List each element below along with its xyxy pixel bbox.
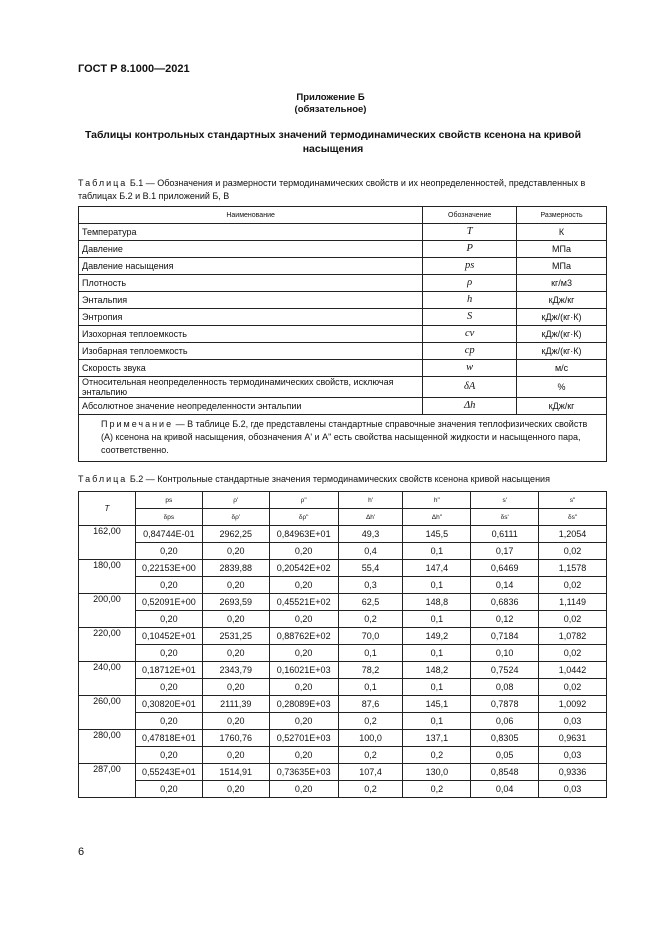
value-cell: 100,0 xyxy=(338,730,403,747)
property-symbol: ρ xyxy=(423,275,517,292)
value-cell: 2531,25 xyxy=(202,628,269,645)
uncertainty-cell: 0,20 xyxy=(135,577,202,594)
temperature-value: 280,00 xyxy=(79,730,136,764)
value-cell: 0,52701E+03 xyxy=(269,730,338,747)
uncertainty-cell: 0,20 xyxy=(135,781,202,798)
uncertainty-row xyxy=(79,645,607,662)
value-cell: 0,8548 xyxy=(471,764,539,781)
standard-header: ГОСТ Р 8.1000—2021 xyxy=(78,63,190,75)
property-unit: % xyxy=(517,377,607,398)
value-cell: 0,6836 xyxy=(471,594,539,611)
uncertainty-cell: 0,1 xyxy=(403,543,471,560)
table-row xyxy=(79,377,607,398)
column-header: ps xyxy=(135,492,202,509)
value-cell: 130,0 xyxy=(403,764,471,781)
table-row xyxy=(79,560,607,577)
uncertainty-cell: 0,20 xyxy=(135,713,202,730)
table2-caption xyxy=(78,473,618,486)
property-unit: кДж/(кг·К) xyxy=(517,326,607,343)
uncertainty-header: δρ' xyxy=(202,509,269,526)
uncertainty-cell: 0,2 xyxy=(403,747,471,764)
property-name: Энтальпия xyxy=(79,292,423,309)
value-cell: 87,6 xyxy=(338,696,403,713)
temperature-value: 180,00 xyxy=(79,560,136,594)
table-row xyxy=(79,343,607,360)
value-cell: 0,9336 xyxy=(539,764,607,781)
property-symbol: w xyxy=(423,360,517,377)
value-cell: 0,22153E+00 xyxy=(135,560,202,577)
table-row xyxy=(79,696,607,713)
uncertainty-cell: 0,2 xyxy=(338,611,403,628)
uncertainty-header: δρ" xyxy=(269,509,338,526)
value-cell: 0,88762E+02 xyxy=(269,628,338,645)
column-header: s' xyxy=(471,492,539,509)
uncertainty-cell: 0,20 xyxy=(202,747,269,764)
table1-caption xyxy=(78,177,598,203)
uncertainty-header: δps xyxy=(135,509,202,526)
uncertainty-row xyxy=(79,747,607,764)
table2-header-row-values xyxy=(79,492,607,509)
uncertainty-cell: 0,20 xyxy=(135,645,202,662)
value-cell: 0,20542E+02 xyxy=(269,560,338,577)
value-cell: 0,6469 xyxy=(471,560,539,577)
table-row xyxy=(79,730,607,747)
value-cell: 55,4 xyxy=(338,560,403,577)
table1-header-name: Наименование xyxy=(79,207,423,224)
value-cell: 0,16021E+03 xyxy=(269,662,338,679)
value-cell: 2962,25 xyxy=(202,526,269,543)
value-cell: 2693,59 xyxy=(202,594,269,611)
table-row xyxy=(79,594,607,611)
uncertainty-cell: 0,2 xyxy=(338,713,403,730)
property-name: Давление xyxy=(79,241,423,258)
uncertainty-cell: 0,20 xyxy=(269,577,338,594)
uncertainty-cell: 0,1 xyxy=(403,713,471,730)
value-cell: 0,84963E+01 xyxy=(269,526,338,543)
value-cell: 2111,39 xyxy=(202,696,269,713)
value-cell: 0,73635E+03 xyxy=(269,764,338,781)
uncertainty-cell: 0,20 xyxy=(202,611,269,628)
value-cell: 1,0442 xyxy=(539,662,607,679)
property-symbol: P xyxy=(423,241,517,258)
value-cell: 0,8305 xyxy=(471,730,539,747)
value-cell: 0,55243E+01 xyxy=(135,764,202,781)
property-unit: м/с xyxy=(517,360,607,377)
temperature-header: T xyxy=(79,492,136,526)
value-cell: 1514,91 xyxy=(202,764,269,781)
uncertainty-cell: 0,2 xyxy=(338,747,403,764)
property-symbol: S xyxy=(423,309,517,326)
value-cell: 0,30820E+01 xyxy=(135,696,202,713)
value-cell: 107,4 xyxy=(338,764,403,781)
value-cell: 0,45521E+02 xyxy=(269,594,338,611)
value-cell: 0,7184 xyxy=(471,628,539,645)
uncertainty-cell: 0,20 xyxy=(135,747,202,764)
uncertainty-cell: 0,1 xyxy=(403,577,471,594)
page-number: 6 xyxy=(78,846,85,858)
appendix-title: Приложение Б xyxy=(296,92,365,103)
property-unit: МПа xyxy=(517,258,607,275)
uncertainty-header: Δh' xyxy=(338,509,403,526)
table1-header-symbol: Обозначение xyxy=(423,207,517,224)
property-name: Изобарная теплоемкость xyxy=(79,343,423,360)
uncertainty-cell: 0,14 xyxy=(471,577,539,594)
uncertainty-cell: 0,03 xyxy=(539,781,607,798)
uncertainty-cell: 0,10 xyxy=(471,645,539,662)
column-header: ρ' xyxy=(202,492,269,509)
uncertainty-row xyxy=(79,713,607,730)
value-cell: 149,2 xyxy=(403,628,471,645)
property-symbol: T xyxy=(423,224,517,241)
property-name: Плотность xyxy=(79,275,423,292)
value-cell: 1,1149 xyxy=(539,594,607,611)
value-cell: 0,28089E+03 xyxy=(269,696,338,713)
value-cell: 2343,79 xyxy=(202,662,269,679)
uncertainty-cell: 0,20 xyxy=(202,543,269,560)
temperature-value: 220,00 xyxy=(79,628,136,662)
property-unit: К xyxy=(517,224,607,241)
property-symbol: cp xyxy=(423,343,517,360)
temperature-value: 162,00 xyxy=(79,526,136,560)
table2-caption-label: Таблица xyxy=(78,474,128,484)
property-name: Температура xyxy=(79,224,423,241)
table1-note xyxy=(79,415,607,462)
designations-table xyxy=(78,206,607,462)
uncertainty-cell: 0,1 xyxy=(403,611,471,628)
uncertainty-cell: 0,03 xyxy=(539,747,607,764)
property-unit: кДж/кг xyxy=(517,292,607,309)
uncertainty-row xyxy=(79,543,607,560)
value-cell: 2839,88 xyxy=(202,560,269,577)
value-cell: 148,8 xyxy=(403,594,471,611)
value-cell: 1,1578 xyxy=(539,560,607,577)
temperature-value: 260,00 xyxy=(79,696,136,730)
value-cell: 1,0782 xyxy=(539,628,607,645)
column-header: h' xyxy=(338,492,403,509)
value-cell: 0,7524 xyxy=(471,662,539,679)
table-row xyxy=(79,258,607,275)
table-row xyxy=(79,241,607,258)
table-row xyxy=(79,398,607,415)
table-row xyxy=(79,628,607,645)
value-cell: 70,0 xyxy=(338,628,403,645)
property-unit: кДж/(кг·К) xyxy=(517,309,607,326)
value-cell: 0,6111 xyxy=(471,526,539,543)
table-row xyxy=(79,326,607,343)
property-symbol: δA xyxy=(423,377,517,398)
table-row xyxy=(79,275,607,292)
value-cell: 0,52091E+00 xyxy=(135,594,202,611)
uncertainty-cell: 0,05 xyxy=(471,747,539,764)
table1-caption-label: Таблица xyxy=(78,178,128,188)
property-name: Давление насыщения xyxy=(79,258,423,275)
uncertainty-cell: 0,4 xyxy=(338,543,403,560)
property-unit: МПа xyxy=(517,241,607,258)
property-symbol: ps xyxy=(423,258,517,275)
value-cell: 49,3 xyxy=(338,526,403,543)
table1-caption-text: Б.1 — Обозначения и размерности термодинамических свойств и их неопределенностей, представленных в таблицах Б.2 и В.1 приложений Б, В xyxy=(78,178,586,201)
temperature-value: 287,00 xyxy=(79,764,136,798)
uncertainty-cell: 0,20 xyxy=(135,543,202,560)
value-cell: 1,0092 xyxy=(539,696,607,713)
uncertainty-cell: 0,04 xyxy=(471,781,539,798)
value-cell: 0,7878 xyxy=(471,696,539,713)
temperature-value: 200,00 xyxy=(79,594,136,628)
table-row xyxy=(79,764,607,781)
table-row xyxy=(79,360,607,377)
table1-header-unit: Размерность xyxy=(517,207,607,224)
uncertainty-cell: 0,20 xyxy=(135,679,202,696)
property-name: Относительная неопределенность термодинамических свойств, исключая энтальпию xyxy=(79,377,423,398)
value-cell: 1,2054 xyxy=(539,526,607,543)
appendix-status: (обязательное) xyxy=(294,104,367,115)
property-name: Энтропия xyxy=(79,309,423,326)
uncertainty-cell: 0,17 xyxy=(471,543,539,560)
table-row xyxy=(79,662,607,679)
uncertainty-cell: 0,02 xyxy=(539,611,607,628)
reference-values-table xyxy=(78,491,607,798)
uncertainty-cell: 0,02 xyxy=(539,679,607,696)
table1-note-label: Примечание xyxy=(101,419,174,429)
value-cell: 1760,76 xyxy=(202,730,269,747)
property-name: Абсолютное значение неопределенности энтальпии xyxy=(79,398,423,415)
value-cell: 78,2 xyxy=(338,662,403,679)
property-symbol: cv xyxy=(423,326,517,343)
uncertainty-cell: 0,06 xyxy=(471,713,539,730)
uncertainty-cell: 0,20 xyxy=(269,747,338,764)
uncertainty-header: δs" xyxy=(539,509,607,526)
uncertainty-cell: 0,20 xyxy=(202,679,269,696)
uncertainty-cell: 0,20 xyxy=(202,645,269,662)
value-cell: 0,9631 xyxy=(539,730,607,747)
uncertainty-header: δs' xyxy=(471,509,539,526)
uncertainty-row xyxy=(79,611,607,628)
uncertainty-cell: 0,2 xyxy=(338,781,403,798)
property-unit: кДж/(кг·К) xyxy=(517,343,607,360)
property-name: Скорость звука xyxy=(79,360,423,377)
table2-header-row-uncertainty xyxy=(79,509,607,526)
value-cell: 0,10452E+01 xyxy=(135,628,202,645)
section-title: Таблицы контрольных стандартных значений термодинамических свойств ксенона на кривой насыщения xyxy=(84,129,582,155)
uncertainty-header: Δh" xyxy=(403,509,471,526)
uncertainty-cell: 0,20 xyxy=(135,611,202,628)
table-row xyxy=(79,292,607,309)
value-cell: 147,4 xyxy=(403,560,471,577)
uncertainty-cell: 0,02 xyxy=(539,577,607,594)
uncertainty-cell: 0,1 xyxy=(403,679,471,696)
uncertainty-row xyxy=(79,679,607,696)
temperature-value: 240,00 xyxy=(79,662,136,696)
uncertainty-cell: 0,20 xyxy=(269,781,338,798)
uncertainty-cell: 0,20 xyxy=(269,543,338,560)
table-row xyxy=(79,526,607,543)
column-header: ρ" xyxy=(269,492,338,509)
table-row xyxy=(79,224,607,241)
column-header: s" xyxy=(539,492,607,509)
table2-caption-text: Б.2 — Контрольные стандартные значения термодинамических свойств ксенона кривой насыщения xyxy=(129,474,550,484)
value-cell: 148,2 xyxy=(403,662,471,679)
column-header: h" xyxy=(403,492,471,509)
value-cell: 0,47818E+01 xyxy=(135,730,202,747)
value-cell: 0,18712E+01 xyxy=(135,662,202,679)
uncertainty-cell: 0,08 xyxy=(471,679,539,696)
property-symbol: h xyxy=(423,292,517,309)
uncertainty-cell: 0,02 xyxy=(539,543,607,560)
property-name: Изохорная теплоемкость xyxy=(79,326,423,343)
uncertainty-cell: 0,2 xyxy=(403,781,471,798)
table-row xyxy=(79,309,607,326)
uncertainty-row xyxy=(79,781,607,798)
uncertainty-cell: 0,20 xyxy=(269,611,338,628)
uncertainty-cell: 0,03 xyxy=(539,713,607,730)
uncertainty-cell: 0,12 xyxy=(471,611,539,628)
value-cell: 62,5 xyxy=(338,594,403,611)
uncertainty-row xyxy=(79,577,607,594)
property-unit: кДж/кг xyxy=(517,398,607,415)
uncertainty-cell: 0,02 xyxy=(539,645,607,662)
uncertainty-cell: 0,1 xyxy=(338,679,403,696)
property-unit: кг/м3 xyxy=(517,275,607,292)
table1-note-text: — В таблице Б.2, где представлены стандартные справочные значения теплофизических свойств (A) ксенона на кривой насыщения, обозначения A' и A" есть свойства насыщенной жидкости и насыщенного пара, соответственно. xyxy=(101,419,588,455)
value-cell: 0,84744E-01 xyxy=(135,526,202,543)
value-cell: 137,1 xyxy=(403,730,471,747)
value-cell: 145,1 xyxy=(403,696,471,713)
property-symbol: Δh xyxy=(423,398,517,415)
value-cell: 145,5 xyxy=(403,526,471,543)
uncertainty-cell: 0,3 xyxy=(338,577,403,594)
uncertainty-cell: 0,20 xyxy=(269,713,338,730)
uncertainty-cell: 0,1 xyxy=(338,645,403,662)
uncertainty-cell: 0,1 xyxy=(403,645,471,662)
uncertainty-cell: 0,20 xyxy=(202,713,269,730)
uncertainty-cell: 0,20 xyxy=(269,645,338,662)
uncertainty-cell: 0,20 xyxy=(202,781,269,798)
uncertainty-cell: 0,20 xyxy=(269,679,338,696)
uncertainty-cell: 0,20 xyxy=(202,577,269,594)
